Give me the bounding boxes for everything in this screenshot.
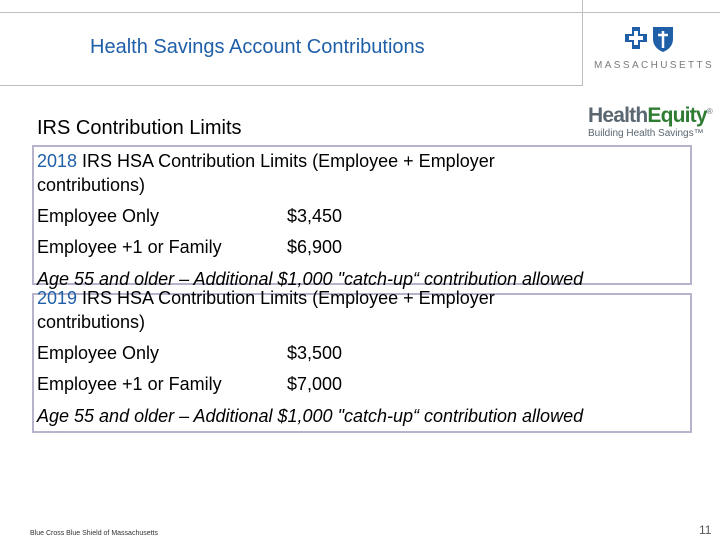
row-amount: $3,450 bbox=[287, 206, 343, 226]
page-title: Health Savings Account Contributions bbox=[90, 36, 425, 58]
bcbs-logo bbox=[594, 24, 714, 78]
row-label: Employee Only bbox=[37, 343, 160, 363]
row-label: Employee +1 or Family bbox=[37, 374, 222, 394]
row-amount: $6,900 bbox=[287, 237, 343, 257]
block-title bbox=[37, 150, 495, 172]
block-title-text: IRS HSA Contribution Limits (Employee + Employer bbox=[77, 288, 495, 308]
footer-text: Blue Cross Blue Shield of Massachusetts bbox=[30, 530, 159, 537]
limit-row-employee-only bbox=[37, 206, 343, 227]
logo-word-health: Health bbox=[588, 104, 648, 127]
limit-row-employee-only bbox=[37, 343, 343, 364]
catchup-note: Age 55 and older – Additional $1,000 "catch-up“ contribution allowed bbox=[37, 269, 584, 289]
row-label: Employee +1 or Family bbox=[37, 237, 222, 257]
row-label: Employee Only bbox=[37, 206, 160, 226]
header-divider bbox=[582, 0, 583, 86]
block-title-text: IRS HSA Contribution Limits (Employee + Employer bbox=[77, 151, 495, 171]
block-title bbox=[37, 287, 495, 309]
block-year: 2019 bbox=[37, 288, 78, 308]
row-amount: $3,500 bbox=[287, 343, 343, 363]
limit-row-family bbox=[37, 237, 343, 258]
logo-word-equity: Equity bbox=[647, 104, 707, 127]
healthequity-logo bbox=[588, 101, 716, 141]
block-title-continued: contributions) bbox=[37, 175, 146, 195]
header-bottom-rule bbox=[0, 85, 582, 86]
healthequity-tagline: Building Health Savings™ bbox=[588, 128, 704, 139]
row-amount: $7,000 bbox=[287, 374, 343, 394]
limit-row-family bbox=[37, 374, 343, 395]
bcbs-logo-text: MASSACHUSETTS bbox=[594, 60, 715, 71]
healthequity-logo-name bbox=[588, 101, 716, 127]
cross-and-shield-icon bbox=[622, 24, 682, 54]
registered-mark: ® bbox=[706, 107, 712, 116]
catchup-note: Age 55 and older – Additional $1,000 "catch-up“ contribution allowed bbox=[37, 406, 584, 426]
page-number: 11 bbox=[699, 523, 712, 537]
header-top-rule bbox=[0, 12, 720, 13]
block-title-continued: contributions) bbox=[37, 312, 146, 332]
section-heading: IRS Contribution Limits bbox=[37, 117, 242, 139]
block-year: 2018 bbox=[37, 151, 78, 171]
